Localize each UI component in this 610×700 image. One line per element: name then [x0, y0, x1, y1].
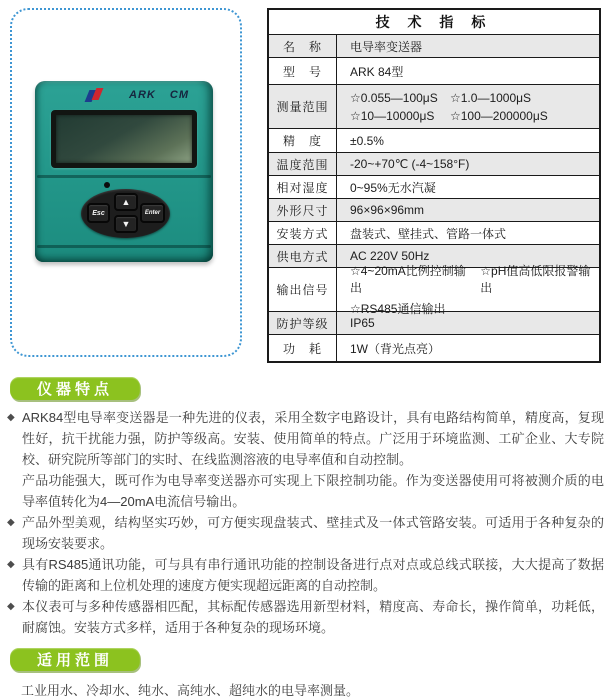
spec-table: [267, 8, 601, 363]
row-value: -20~+70℃ (-4~158°F): [350, 157, 470, 171]
application-section-badge: 适用范围: [10, 648, 140, 671]
range-value: ☆0.055—100μS: [350, 90, 438, 105]
row-value: 盘装式、壁挂式、管路一体式: [350, 226, 507, 241]
table-row-humidity: [269, 175, 599, 198]
output-value: ☆RS485通信输出: [350, 302, 446, 316]
row-label: 防护等级: [269, 312, 337, 334]
row-label: 安装方式: [269, 222, 337, 244]
range-value: ☆100—200000μS: [450, 108, 548, 123]
conductivity-transmitter-device: [35, 81, 213, 262]
spec-table-title: 技 术 指 标: [375, 14, 493, 30]
row-label: 相对湿度: [269, 176, 337, 198]
feature-text: ARK84型电导率变送器是一种先进的仪表，采用全数字电路设计，具有电路结构简单，精度高，复现性好，抗干扰能力强，防护等级高。安装、使用简单的特点。广泛用于环境监测、工矿企业、大专院校、研究院所等部门的实时、在线监测溶液的电导率值和自动控制。: [22, 410, 604, 467]
panel-groove: [37, 175, 211, 178]
output-value: ☆4~20mA比例控制输出: [350, 264, 466, 295]
row-label: 名 称: [269, 35, 337, 57]
lcd-display: [51, 110, 197, 168]
up-arrow-button: [114, 193, 138, 211]
feature-item: [7, 407, 604, 512]
row-value: [337, 85, 599, 128]
row-label: 输出信号: [269, 268, 337, 311]
feature-item: [7, 596, 604, 638]
row-value: IP65: [350, 316, 375, 330]
row-label: 精 度: [269, 129, 337, 152]
diamond-bullet-icon: ◆: [7, 559, 15, 570]
row-label: 功 耗: [269, 335, 337, 361]
row-value: ARK 84型: [350, 64, 404, 79]
esc-button: Esc: [87, 203, 110, 223]
table-row-mounting: [269, 221, 599, 244]
row-value: 电导率变送器: [350, 39, 423, 54]
output-line-1: [350, 262, 599, 296]
panel-groove-bottom: [37, 245, 211, 248]
table-row-range: [269, 84, 599, 128]
row-value: 1W（背光点亮）: [350, 341, 441, 356]
table-row-temperature: [269, 152, 599, 175]
table-row-dimensions: [269, 198, 599, 221]
row-label: 供电方式: [269, 245, 337, 267]
table-row-output: [269, 264, 599, 316]
diamond-bullet-icon: ◆: [7, 601, 15, 612]
range-line-2: [350, 109, 599, 123]
table-row-name: [269, 34, 599, 57]
range-line-1: [350, 91, 599, 105]
feature-text: 具有RS485通讯功能，可与具有串行通讯功能的控制设备进行点对点或总线式联接，大大提高了数据传输的距离和上位机处理的速度方便实现超远距离的自动控制。: [22, 557, 604, 593]
row-label: 外形尺寸: [269, 199, 337, 221]
keypad: [81, 189, 170, 238]
range-value: ☆10—10000μS: [350, 108, 435, 123]
feature-text: 产品外型美观，结构坚实巧妙，可方便实现盘装式、壁挂式及一体式管路安装。可适用于各种复杂的现场安装要求。: [22, 515, 604, 551]
spec-table-title-row: [269, 10, 599, 34]
down-arrow-button: [114, 215, 138, 233]
features-list: [7, 407, 604, 638]
feature-text: 产品功能强大，既可作为电导率变送器亦可实现上下限控制功能。作为变送器使用可将被测介质的电导率值转化为4—20mA电流信号输出。: [22, 473, 604, 509]
device-brand-label: ARK CM: [129, 89, 189, 101]
range-value: ☆1.0—1000μS: [450, 90, 532, 105]
row-label: 型 号: [269, 58, 337, 84]
row-value: [337, 264, 599, 316]
table-row-consumption: [269, 334, 599, 361]
enter-button: Enter: [140, 203, 165, 223]
led-indicator: [104, 182, 110, 188]
brand-logo-icon: [85, 88, 105, 103]
table-row-precision: [269, 128, 599, 152]
row-label: 温度范围: [269, 153, 337, 175]
feature-text: 本仪表可与多种传感器相匹配，其标配传感器选用新型材料，精度高、寿命长，操作简单，功耗低，耐腐蚀。安装方式多样，适用于各种复杂的现场环境。: [22, 599, 604, 635]
features-section-badge: 仪器特点: [10, 377, 140, 400]
row-value: 0~95%无水汽凝: [350, 180, 436, 195]
row-value: 96×96×96mm: [350, 203, 425, 217]
diamond-bullet-icon: ◆: [7, 412, 15, 423]
row-value: AC 220V 50Hz: [350, 249, 430, 263]
product-photo-frame: [10, 8, 242, 357]
table-row-protection: [269, 311, 599, 334]
output-value: ☆pH值高低限报警输出: [480, 264, 591, 295]
feature-item: [7, 512, 604, 554]
feature-item: [7, 554, 604, 596]
down-arrow-icon: ▼: [121, 219, 131, 229]
row-value: ±0.5%: [350, 133, 384, 148]
row-label: 测量范围: [269, 85, 337, 128]
application-text: 工业用水、冷却水、纯水、高纯水、超纯水的电导率测量。: [21, 683, 360, 698]
table-row-model: [269, 57, 599, 84]
up-arrow-icon: ▲: [121, 197, 131, 207]
diamond-bullet-icon: ◆: [7, 517, 15, 528]
